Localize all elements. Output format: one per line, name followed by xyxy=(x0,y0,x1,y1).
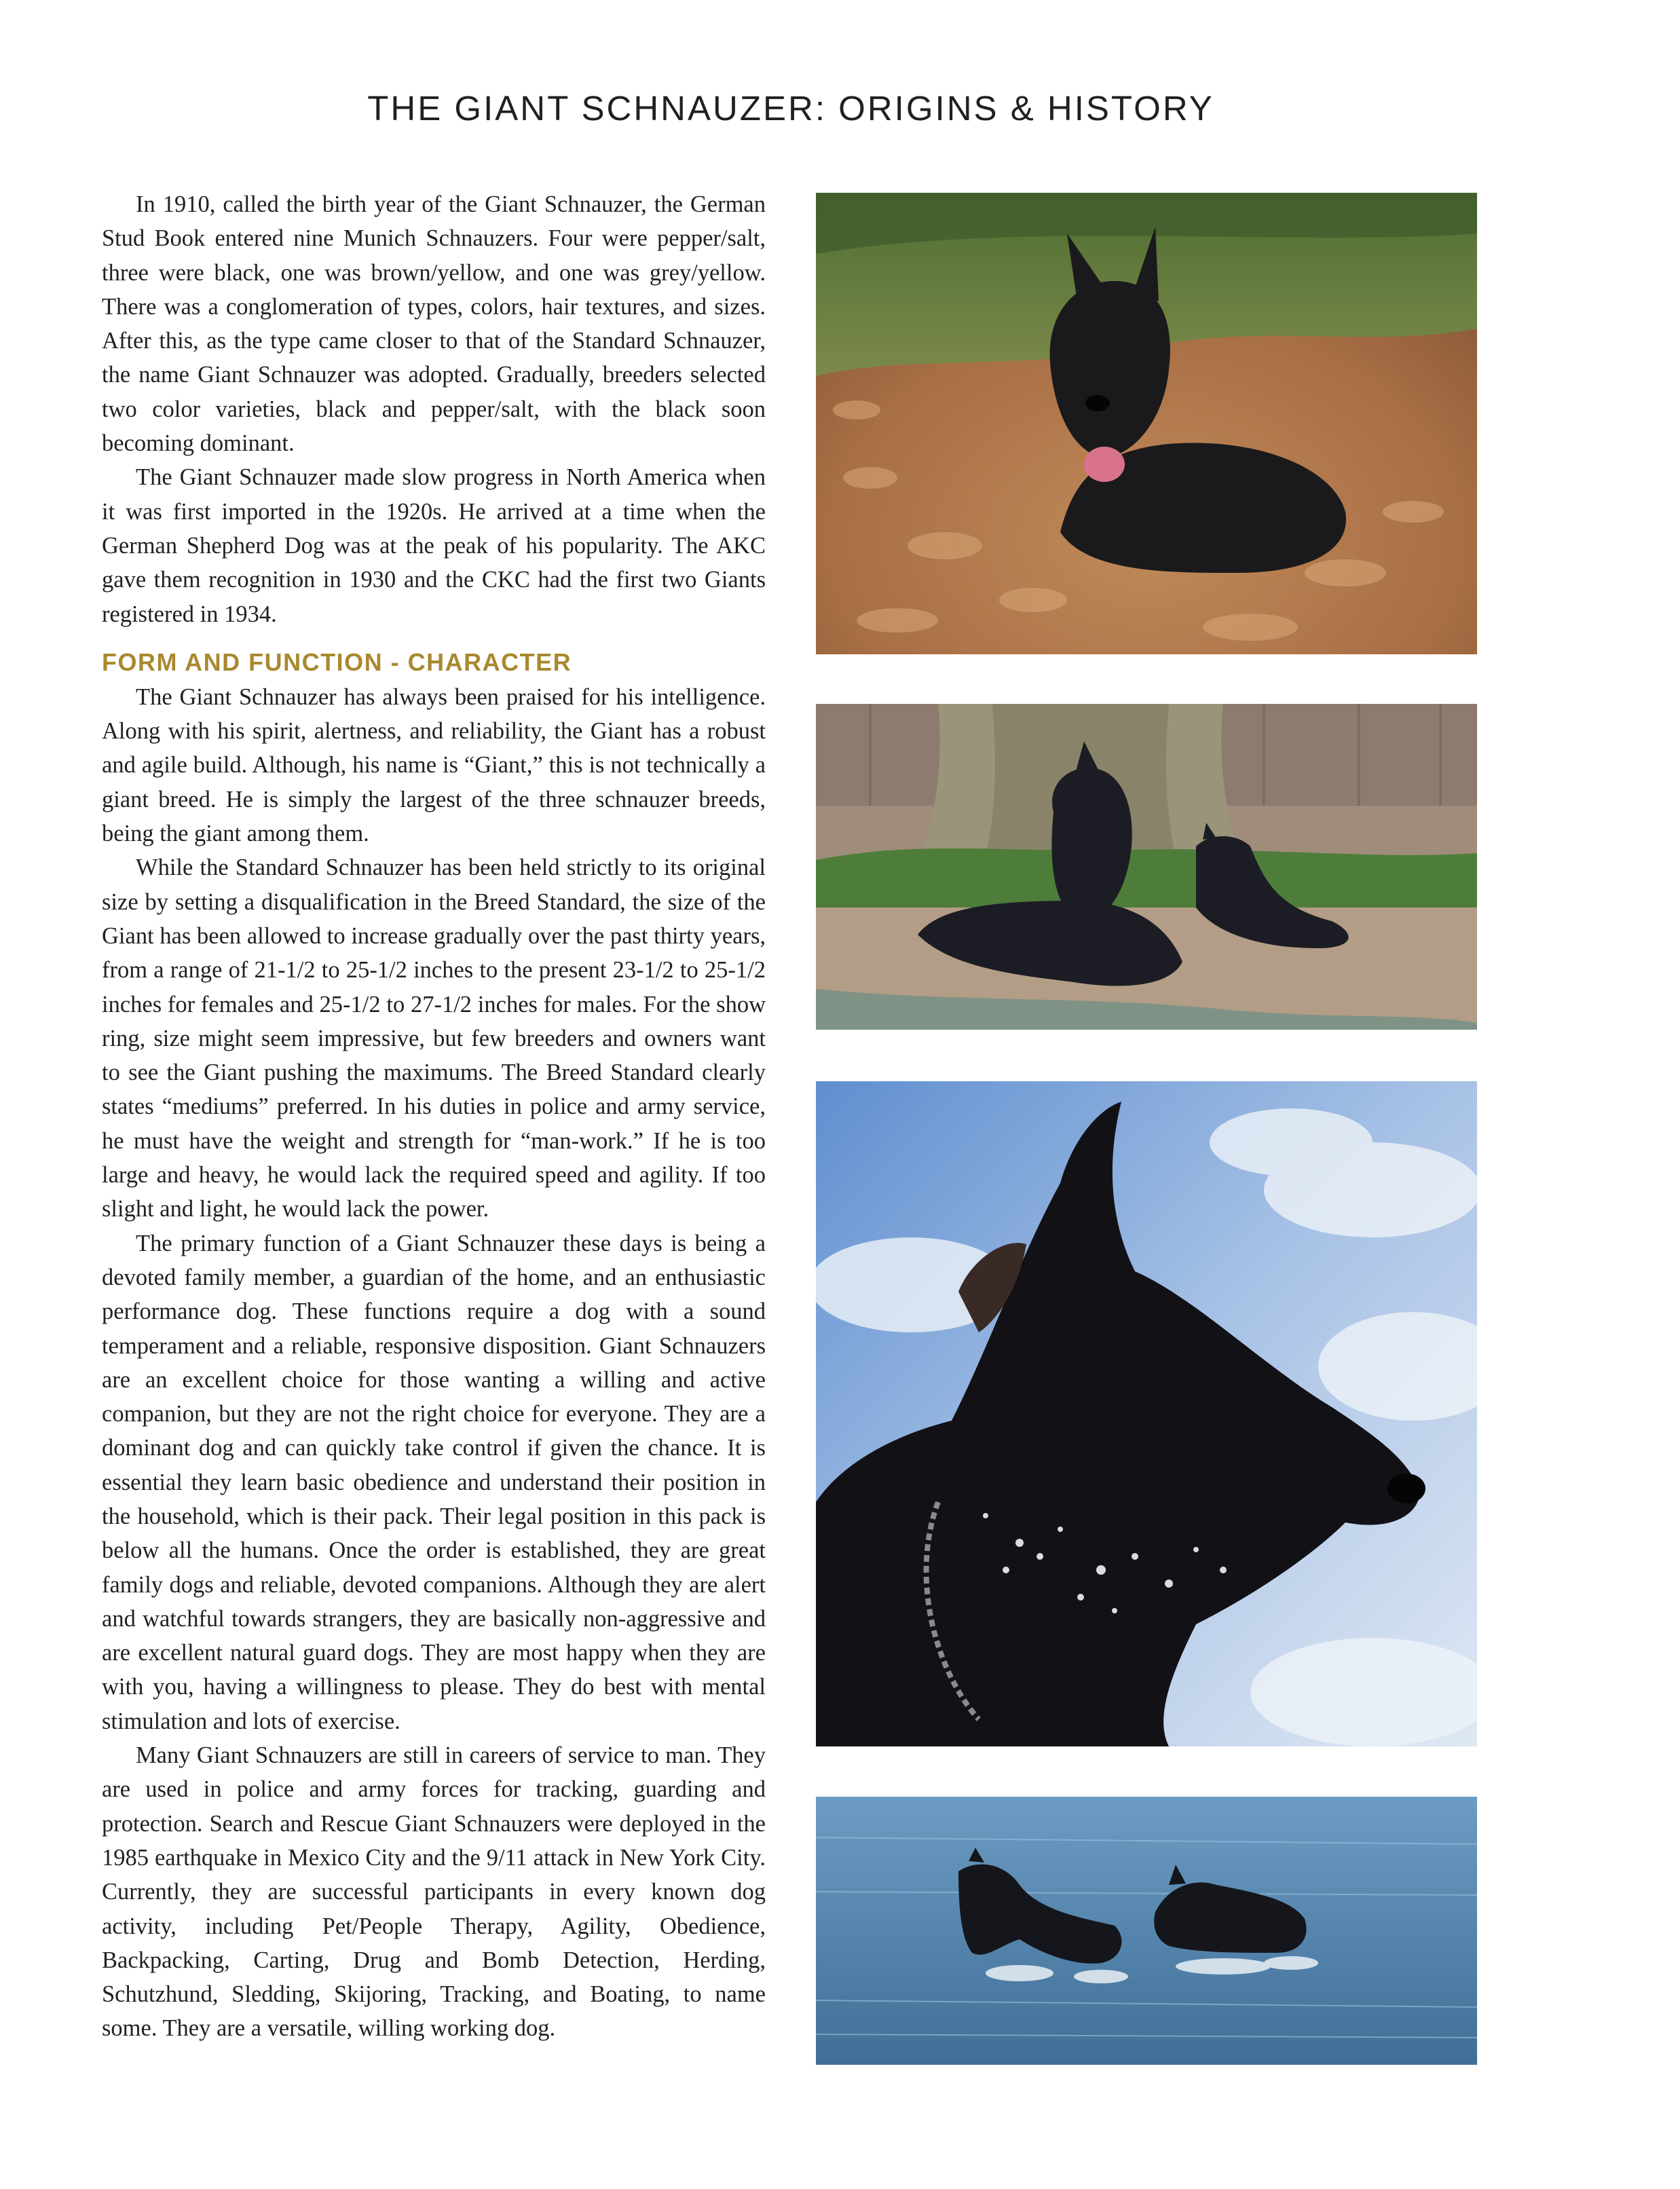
paragraph-size: While the Standard Schnauzer has been held strictly to its original size by setting a disqualification in the Breed Standard, the size of the Giant has been allowed to increase gradually over the past thirty years, from a range of 21-1/2 to 25-1/2 inches to the present 23-1/2 to 25-1/2 inches for females and 25-1/2 to 27-1/2 inches for males. For the show ring, size might seem impressive, but few breeders and owners want to see the Giant pushing the maximums. The Breed Standard clearly states “mediums” preferred. In his duties in police and army service, he must have the weight and strength for “man-work.” If he is too large and heavy, he would lack the required speed and agility. If too slight and light, he would lack the power. xyxy=(102,855,766,1222)
running-header: THE GIANT SCHNAUZER: ORIGINS & HISTORY xyxy=(367,89,1214,128)
photo-dog-and-puppy-by-tree xyxy=(816,704,1477,1030)
article-body xyxy=(102,187,766,2046)
photo-dogs-in-water xyxy=(816,1797,1477,2065)
photo-dog-head-in-snow xyxy=(816,1081,1477,1746)
paragraph-function: The primary function of a Giant Schnauzer these days is being a devoted family member, a guardian of the home, and an enthusiastic performance dog. These functions require a dog with a sound temperament and a reliable, responsive disposition. Giant Schnauzers are an excellent choice for those wanting a willing and active companion, but they are not the right choice for everyone. They are a dominant dog and can quickly take control if given the chance. It is essential they learn basic obedience and understand their position in the household, which is their pack. Their legal position in this pack is below all the humans. Once the order is established, they are great family dogs and reliable, devoted companions. Although they are alert and watchful towards strangers, they are basically non-aggressive and are excellent natural guard dogs. They are most happy when they are with you, having a willingness to please. They do best with mental stimulation and lots of exercise. xyxy=(102,1230,766,1734)
paragraph-birth-year: In 1910, called the birth year of the Giant Schnauzer, the German Stud Book entered nine Munich Schnauzers. Four were pepper/salt, three were black, one was brown/yellow, and one was grey/yellow. There was a conglomeration of types, colors, hair textures, and sizes. After this, as the type came closer to that of the Standard Schnauzer, the name Giant Schnauzer was adopted. Gradually, breeders selected two color varieties, black and pepper/salt, with the black soon becoming dominant. xyxy=(102,191,766,457)
photo-dog-in-leaves xyxy=(816,193,1477,654)
paragraph-intelligence: The Giant Schnauzer has always been praised for his intelligence. Along with his spirit, alertness, and reliability, the Giant has a robust and agile build. Although, his name is “Giant,” this is not technically a giant breed. He is simply the largest of the three schnauzer breeds, being the giant among them. xyxy=(102,684,766,847)
paragraph-service: Many Giant Schnauzers are still in careers of service to man. They are used in police and army forces for tracking, guarding and protection. Search and Rescue Giant Schnauzers were deployed in the 1985 earthquake in Mexico City and the 9/11 attack in New York City. Currently, they are successful participants in every known dog activity, including Pet/People Therapy, Agility, Obedience, Backpacking, Carting, Drug and Bomb Detection, Herding, Schutzhund, Sledding, Skijoring, Tracking, and Boating, to name some. They are a versatile, willing working dog. xyxy=(102,1742,766,2042)
section-heading: FORM AND FUNCTION - CHARACTER xyxy=(102,648,572,676)
paragraph-north-america: The Giant Schnauzer made slow progress in North America when it was first imported in the 1920s. He arrived at a time when the German Shepherd Dog was at the peak of his popularity. The AKC gave them recognition in 1930 and the CKC had the first two Giants registered in 1934. xyxy=(102,464,766,627)
